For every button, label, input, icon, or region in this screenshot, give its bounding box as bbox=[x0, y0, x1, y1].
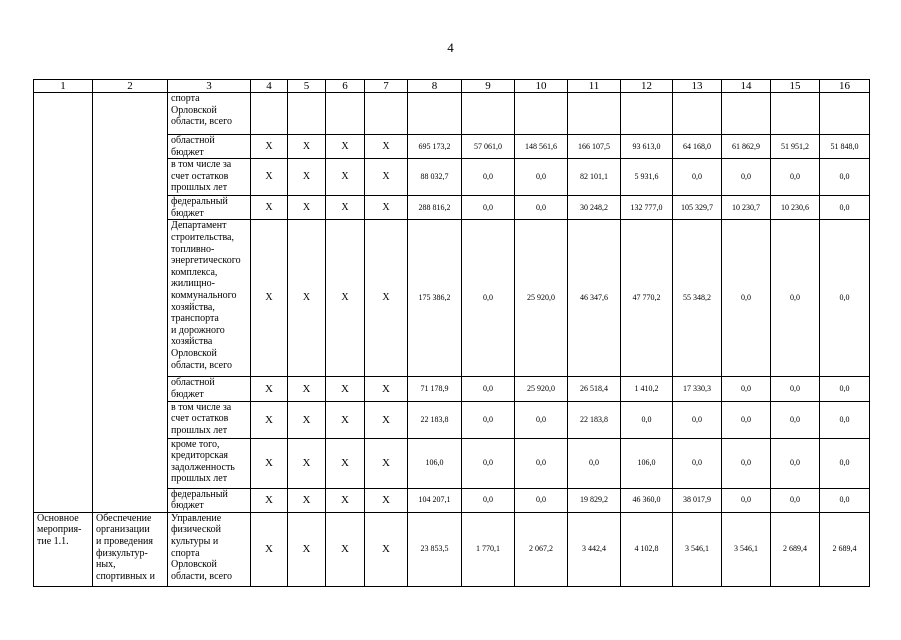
amount-cell: 0,0 bbox=[820, 377, 870, 401]
amount-cell: 17 330,3 bbox=[673, 377, 722, 401]
x-mark-cell: X bbox=[326, 401, 365, 438]
amount-cell: 82 101,1 bbox=[568, 159, 621, 196]
col-header: 16 bbox=[820, 80, 870, 93]
empty-cell bbox=[34, 377, 93, 401]
x-mark-cell bbox=[251, 93, 288, 135]
funding-source-cell: спорта Орловской области, всего bbox=[168, 93, 251, 135]
amount-cell: 0,0 bbox=[722, 159, 771, 196]
x-mark-cell: X bbox=[288, 401, 326, 438]
amount-cell: 5 931,6 bbox=[621, 159, 673, 196]
x-mark-cell: X bbox=[288, 196, 326, 220]
empty-cell bbox=[34, 135, 93, 159]
amount-cell: 0,0 bbox=[820, 488, 870, 512]
amount-cell bbox=[515, 93, 568, 135]
amount-cell bbox=[820, 93, 870, 135]
x-mark-cell: X bbox=[365, 196, 408, 220]
funding-source-cell: в том числе за счет остатков прошлых лет bbox=[168, 401, 251, 438]
amount-cell: 0,0 bbox=[462, 438, 515, 488]
col-header: 9 bbox=[462, 80, 515, 93]
empty-cell bbox=[34, 196, 93, 220]
amount-cell bbox=[771, 93, 820, 135]
x-mark-cell: X bbox=[288, 220, 326, 377]
x-mark-cell: X bbox=[288, 159, 326, 196]
empty-cell bbox=[34, 438, 93, 488]
empty-cell bbox=[93, 135, 168, 159]
x-mark-cell: X bbox=[365, 438, 408, 488]
x-mark-cell: X bbox=[326, 135, 365, 159]
table-row bbox=[34, 401, 870, 438]
empty-cell bbox=[34, 401, 93, 438]
empty-cell bbox=[93, 196, 168, 220]
amount-cell: 0,0 bbox=[820, 438, 870, 488]
amount-cell: 0,0 bbox=[771, 488, 820, 512]
amount-cell: 0,0 bbox=[771, 377, 820, 401]
x-mark-cell: X bbox=[326, 159, 365, 196]
col-header: 1 bbox=[34, 80, 93, 93]
amount-cell: 0,0 bbox=[515, 196, 568, 220]
x-mark-cell: X bbox=[288, 135, 326, 159]
amount-cell: 19 829,2 bbox=[568, 488, 621, 512]
amount-cell: 0,0 bbox=[462, 159, 515, 196]
amount-cell: 2 067,2 bbox=[515, 512, 568, 586]
amount-cell: 55 348,2 bbox=[673, 220, 722, 377]
amount-cell: 26 518,4 bbox=[568, 377, 621, 401]
amount-cell: 51 951,2 bbox=[771, 135, 820, 159]
amount-cell: 61 862,9 bbox=[722, 135, 771, 159]
col-header: 11 bbox=[568, 80, 621, 93]
amount-cell: 1 770,1 bbox=[462, 512, 515, 586]
x-mark-cell: X bbox=[365, 401, 408, 438]
table-row bbox=[34, 377, 870, 401]
page-number: 4 bbox=[447, 40, 454, 55]
x-mark-cell: X bbox=[251, 196, 288, 220]
amount-cell bbox=[621, 93, 673, 135]
x-mark-cell: X bbox=[326, 488, 365, 512]
table-row bbox=[34, 512, 870, 586]
amount-cell: 166 107,5 bbox=[568, 135, 621, 159]
amount-cell: 0,0 bbox=[722, 377, 771, 401]
funding-source-cell: в том числе за счет остатков прошлых лет bbox=[168, 159, 251, 196]
empty-cell bbox=[34, 220, 93, 377]
amount-cell: 88 032,7 bbox=[408, 159, 462, 196]
amount-cell: 0,0 bbox=[673, 401, 722, 438]
col-header: 12 bbox=[621, 80, 673, 93]
funding-source-cell: Управление физической культуры и спорта Орловской области, всего bbox=[168, 512, 251, 586]
x-mark-cell: X bbox=[288, 377, 326, 401]
x-mark-cell: X bbox=[365, 377, 408, 401]
x-mark-cell: X bbox=[365, 488, 408, 512]
amount-cell: 25 920,0 bbox=[515, 220, 568, 377]
amount-cell: 106,0 bbox=[621, 438, 673, 488]
amount-cell: 0,0 bbox=[820, 401, 870, 438]
funding-source-cell: федеральный бюджет bbox=[168, 196, 251, 220]
x-mark-cell: X bbox=[251, 135, 288, 159]
amount-cell: 1 410,2 bbox=[621, 377, 673, 401]
table-row bbox=[34, 438, 870, 488]
amount-cell: 4 102,8 bbox=[621, 512, 673, 586]
col-header: 5 bbox=[288, 80, 326, 93]
amount-cell: 0,0 bbox=[462, 220, 515, 377]
amount-cell: 3 546,1 bbox=[722, 512, 771, 586]
amount-cell: 46 347,6 bbox=[568, 220, 621, 377]
x-mark-cell: X bbox=[251, 220, 288, 377]
amount-cell: 22 183,8 bbox=[568, 401, 621, 438]
x-mark-cell: X bbox=[251, 438, 288, 488]
amount-cell: 106,0 bbox=[408, 438, 462, 488]
amount-cell: 105 329,7 bbox=[673, 196, 722, 220]
amount-cell: 46 360,0 bbox=[621, 488, 673, 512]
x-mark-cell: X bbox=[288, 512, 326, 586]
x-mark-cell: X bbox=[326, 438, 365, 488]
amount-cell: 57 061,0 bbox=[462, 135, 515, 159]
amount-cell: 23 853,5 bbox=[408, 512, 462, 586]
amount-cell bbox=[408, 93, 462, 135]
amount-cell: 0,0 bbox=[515, 159, 568, 196]
empty-cell bbox=[93, 438, 168, 488]
amount-cell: 47 770,2 bbox=[621, 220, 673, 377]
x-mark-cell: X bbox=[365, 135, 408, 159]
empty-cell bbox=[34, 159, 93, 196]
table-row bbox=[34, 196, 870, 220]
amount-cell: 0,0 bbox=[673, 159, 722, 196]
x-mark-cell: X bbox=[326, 512, 365, 586]
amount-cell: 148 561,6 bbox=[515, 135, 568, 159]
activity-name-cell: Обеспечение организации и проведения физкультур- ных, спортивных и bbox=[93, 512, 168, 586]
empty-cell bbox=[93, 377, 168, 401]
col-header: 8 bbox=[408, 80, 462, 93]
amount-cell: 0,0 bbox=[568, 438, 621, 488]
amount-cell: 30 248,2 bbox=[568, 196, 621, 220]
col-header: 4 bbox=[251, 80, 288, 93]
amount-cell: 288 816,2 bbox=[408, 196, 462, 220]
funding-source-cell: федеральный бюджет bbox=[168, 488, 251, 512]
funding-source-cell: областной бюджет bbox=[168, 135, 251, 159]
amount-cell: 2 689,4 bbox=[820, 512, 870, 586]
empty-cell bbox=[34, 488, 93, 512]
amount-cell: 0,0 bbox=[673, 438, 722, 488]
amount-cell: 0,0 bbox=[621, 401, 673, 438]
amount-cell bbox=[568, 93, 621, 135]
x-mark-cell: X bbox=[326, 196, 365, 220]
amount-cell: 71 178,9 bbox=[408, 377, 462, 401]
amount-cell: 0,0 bbox=[771, 401, 820, 438]
empty-cell bbox=[93, 220, 168, 377]
amount-cell: 0,0 bbox=[462, 401, 515, 438]
table-row bbox=[34, 93, 870, 135]
col-header: 2 bbox=[93, 80, 168, 93]
amount-cell: 22 183,8 bbox=[408, 401, 462, 438]
table-row bbox=[34, 135, 870, 159]
amount-cell: 0,0 bbox=[722, 488, 771, 512]
amount-cell: 0,0 bbox=[462, 196, 515, 220]
amount-cell: 0,0 bbox=[771, 438, 820, 488]
col-header: 13 bbox=[673, 80, 722, 93]
amount-cell: 0,0 bbox=[771, 220, 820, 377]
table-row bbox=[34, 159, 870, 196]
amount-cell: 0,0 bbox=[722, 438, 771, 488]
amount-cell: 0,0 bbox=[515, 401, 568, 438]
empty-cell bbox=[93, 159, 168, 196]
table-row bbox=[34, 488, 870, 512]
amount-cell: 25 920,0 bbox=[515, 377, 568, 401]
x-mark-cell: X bbox=[288, 488, 326, 512]
budget-table bbox=[33, 79, 870, 587]
x-mark-cell: X bbox=[251, 159, 288, 196]
x-mark-cell: X bbox=[326, 377, 365, 401]
amount-cell: 0,0 bbox=[820, 220, 870, 377]
amount-cell bbox=[673, 93, 722, 135]
empty-cell bbox=[93, 488, 168, 512]
amount-cell: 175 386,2 bbox=[408, 220, 462, 377]
x-mark-cell: X bbox=[251, 512, 288, 586]
amount-cell: 38 017,9 bbox=[673, 488, 722, 512]
amount-cell: 695 173,2 bbox=[408, 135, 462, 159]
x-mark-cell: X bbox=[365, 512, 408, 586]
x-mark-cell: X bbox=[251, 377, 288, 401]
x-mark-cell bbox=[326, 93, 365, 135]
x-mark-cell bbox=[288, 93, 326, 135]
amount-cell: 0,0 bbox=[820, 196, 870, 220]
amount-cell: 0,0 bbox=[820, 159, 870, 196]
amount-cell: 2 689,4 bbox=[771, 512, 820, 586]
x-mark-cell bbox=[365, 93, 408, 135]
col-header: 15 bbox=[771, 80, 820, 93]
amount-cell: 51 848,0 bbox=[820, 135, 870, 159]
header-row bbox=[34, 80, 870, 93]
amount-cell: 132 777,0 bbox=[621, 196, 673, 220]
amount-cell: 3 546,1 bbox=[673, 512, 722, 586]
x-mark-cell: X bbox=[365, 220, 408, 377]
amount-cell: 0,0 bbox=[771, 159, 820, 196]
funding-source-cell: Департамент строительства, топливно- энергетического комплекса, жилищно- коммунального хозяйства, транспорта и дорожного хозяйства Орловской области, всего bbox=[168, 220, 251, 377]
funding-source-cell: областной бюджет bbox=[168, 377, 251, 401]
empty-cell bbox=[93, 93, 168, 135]
x-mark-cell: X bbox=[365, 159, 408, 196]
col-header: 7 bbox=[365, 80, 408, 93]
table-body bbox=[34, 93, 870, 587]
x-mark-cell: X bbox=[288, 438, 326, 488]
amount-cell: 0,0 bbox=[462, 488, 515, 512]
col-header: 3 bbox=[168, 80, 251, 93]
table-row bbox=[34, 220, 870, 377]
amount-cell bbox=[722, 93, 771, 135]
amount-cell: 93 613,0 bbox=[621, 135, 673, 159]
amount-cell: 0,0 bbox=[462, 377, 515, 401]
amount-cell: 0,0 bbox=[722, 220, 771, 377]
amount-cell: 0,0 bbox=[515, 488, 568, 512]
empty-cell bbox=[34, 93, 93, 135]
x-mark-cell: X bbox=[326, 220, 365, 377]
x-mark-cell: X bbox=[251, 401, 288, 438]
col-header: 10 bbox=[515, 80, 568, 93]
funding-source-cell: кроме того, кредиторская задолженность прошлых лет bbox=[168, 438, 251, 488]
amount-cell: 10 230,6 bbox=[771, 196, 820, 220]
amount-cell bbox=[462, 93, 515, 135]
amount-cell: 0,0 bbox=[722, 401, 771, 438]
empty-cell bbox=[93, 401, 168, 438]
col-header: 6 bbox=[326, 80, 365, 93]
amount-cell: 10 230,7 bbox=[722, 196, 771, 220]
col-header: 14 bbox=[722, 80, 771, 93]
x-mark-cell: X bbox=[251, 488, 288, 512]
activity-number-cell: Основное мероприя- тие 1.1. bbox=[34, 512, 93, 586]
amount-cell: 0,0 bbox=[515, 438, 568, 488]
amount-cell: 64 168,0 bbox=[673, 135, 722, 159]
amount-cell: 3 442,4 bbox=[568, 512, 621, 586]
amount-cell: 104 207,1 bbox=[408, 488, 462, 512]
